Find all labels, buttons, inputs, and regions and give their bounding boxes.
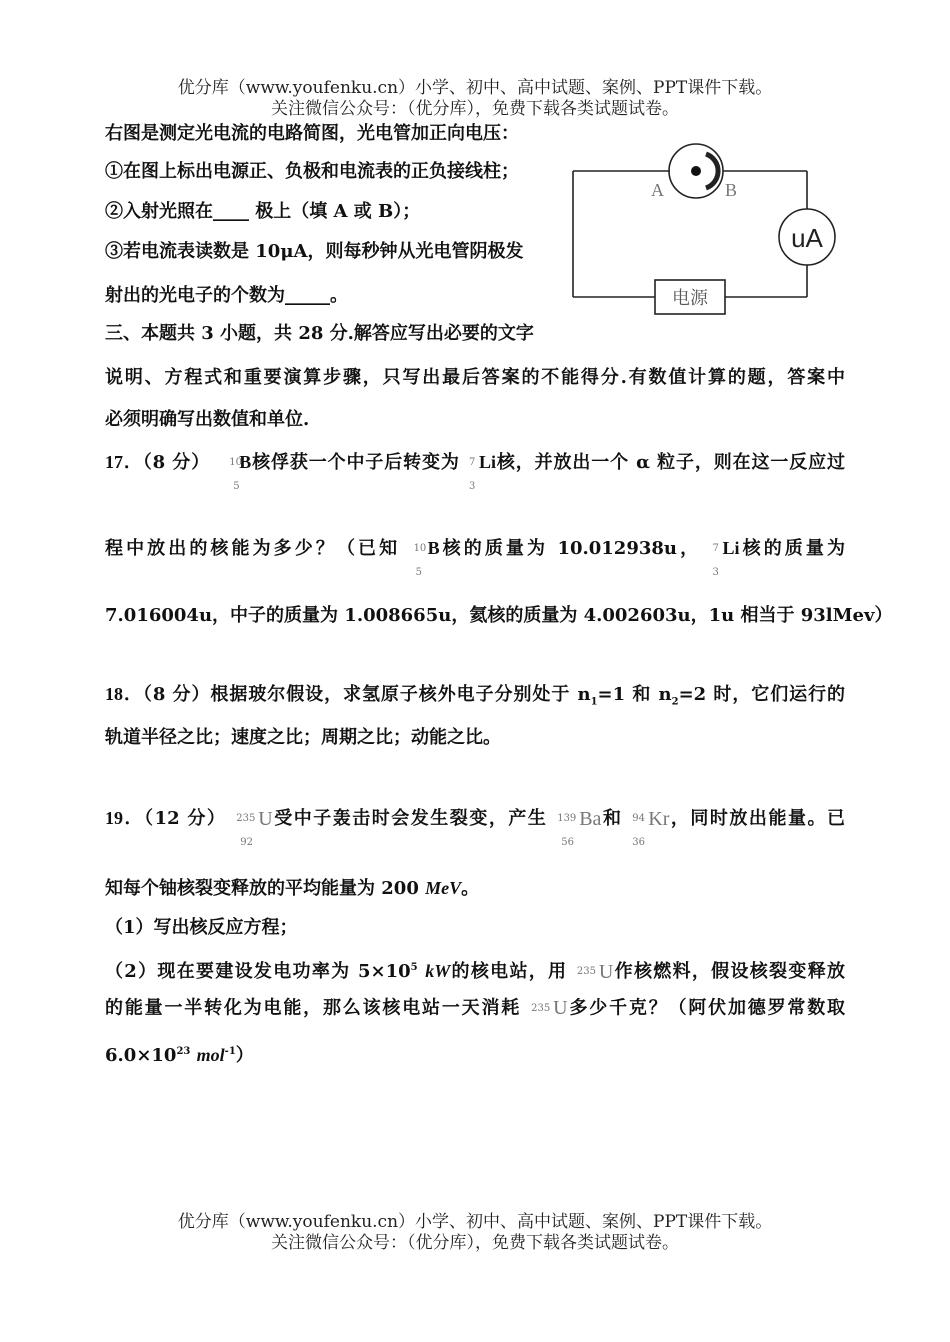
q17-text-1: 核俘获一个中子后转变为: [251, 452, 460, 473]
q17-line-1: 17．（8 分） 10 5 B核俘获一个中子后转变为 7 3 Li核，并放出一个 α 粒子，则在这一反应过: [105, 452, 846, 492]
q19-text-p2a: （2）现在要建设发电功率为 5×10: [105, 961, 411, 982]
q19-text-p2c: 作核燃料，假设核裂变释放: [613, 961, 845, 982]
q19-text-p4b: ）: [235, 1045, 254, 1066]
q18-line-2: 轨道半径之比；速度之比；周期之比；动能之比。: [105, 727, 501, 748]
q19-unit-exponent: -1: [224, 1046, 236, 1057]
ammeter-label: uA: [791, 223, 823, 253]
q19-unit-mev: MeV: [425, 878, 462, 898]
q18-sub-2: 2: [671, 696, 679, 708]
q18-text-1c: =2 时，它们运行的: [678, 684, 846, 705]
phototube-anode: [691, 166, 701, 176]
footer-line-2: 关注微信公众号：（优分库），免费下载各类试题试卷。: [271, 1233, 679, 1253]
header-line-2: 关注微信公众号：（优分库），免费下载各类试题试卷。: [271, 99, 679, 119]
q19-number: 19．: [105, 808, 145, 828]
q19-text-p2b: 的核电站，用: [450, 961, 568, 982]
q19-text-p3b: 多少千克？（阿伏加德罗常数取: [567, 997, 846, 1019]
q19-line-2: [105, 876, 479, 901]
q19-part-2-line-1: （2）现在要建设发电功率为 $5\times 10^5$ kW的核电站，用 235 U作核燃料，假设核裂变释放: [105, 960, 845, 983]
q19-unit-mol: mol: [196, 1045, 225, 1065]
section3-line-3: 必须明确写出数值和单位.: [105, 409, 310, 430]
q19-score: （12 分）: [144, 808, 227, 829]
isotope-u235-third-symbol: U: [553, 997, 568, 1019]
q17-text-2: 核，并放出一个 α 粒子，则在这一反应过: [495, 452, 846, 473]
isotope-u235-second-symbol: U: [598, 960, 614, 983]
q18-sub-1: 1: [590, 696, 598, 708]
section3-line-1: 三、本题共 3 小题，共 28 分.解答应写出必要的文字: [105, 323, 534, 344]
q17-line-2: 程中放出的核能为多少？（已知 10 5 B核的质量为 10.012938u， 7 3 Li核的质量为: [105, 538, 845, 578]
q19-part-2-line-3: [105, 1040, 254, 1068]
q18-text-1a: （8 分）根据玻尔假设，求氢原子核外电子分别处于 n: [142, 684, 591, 705]
photoelectric-circuit-diagram: [565, 140, 823, 320]
isotope-ba139-symbol: Ba: [579, 807, 602, 830]
q19-p4-exponent: 23: [176, 1046, 191, 1057]
q18-text-1b: =1 和 n: [597, 684, 672, 705]
q16-item-1: ①在图上标出电源正、负极和电流表的正负接线柱；: [105, 161, 519, 182]
power-source-label: 电源: [672, 288, 708, 309]
q16-item-2: ②入射光照在____ 极上（填 A 或 B）；: [105, 201, 421, 222]
isotope-u235-symbol: U: [258, 807, 273, 830]
q17-text-4: 核的质量为 10.012938u，: [439, 538, 702, 559]
q19-p2-exponent: 5: [410, 962, 418, 973]
q19-part-2-line-2: 的能量一半转化为电能，那么该核电站一天消耗 235 U多少千克？（阿伏加德罗常数取: [105, 997, 846, 1019]
section3-line-2: 说明、方程式和重要演算步骤，只写出最后答案的不能得分.有数值计算的题，答案中: [105, 367, 845, 388]
q19-text-p3a: 的能量一半转化为电能，那么该核电站一天消耗: [105, 997, 522, 1019]
q17-number: 17．: [105, 452, 143, 472]
q16-intro: 右图是测定光电流的电路简图，光电管加正向电压：: [105, 123, 519, 144]
q19-text-2: ，同时放出能量。已: [669, 808, 845, 829]
label-a: A: [651, 180, 664, 200]
isotope-li7-second-symbol: Li: [722, 538, 740, 558]
q19-text-1: 受中子轰击时会发生裂变，产生: [272, 808, 548, 829]
q19-part-1: （1）写出核反应方程；: [105, 917, 298, 938]
q16-item-3b: 射出的光电子的个数为_____。: [105, 285, 348, 306]
q19-text-p4a: 6.0×10: [105, 1045, 177, 1066]
header-line-1: 优分库（www.youfenku.cn）小学、初中、高中试题、案例、PPT课件下载。: [177, 78, 773, 98]
q19-unit-kw: kW: [425, 961, 451, 981]
q19-text-3a: 知每个铀核裂变释放的平均能量为 200: [105, 878, 426, 899]
isotope-b10-second-symbol: B: [427, 538, 440, 558]
q19-text-3b: 。: [461, 878, 480, 899]
label-b: B: [725, 180, 738, 200]
isotope-kr94-symbol: Kr: [648, 807, 670, 830]
q18-number: 18．: [105, 684, 143, 704]
isotope-b10-symbol: B: [239, 452, 252, 472]
q17-line-3: 7.016004u，中子的质量为 1.008665u，氦核的质量为 4.002603u，1u 相当于 93lMev）: [105, 605, 893, 626]
phototube-cathode: [706, 154, 718, 188]
isotope-li7-symbol: Li: [478, 452, 496, 472]
footer-line-1: 优分库（www.youfenku.cn）小学、初中、高中试题、案例、PPT课件下载。: [177, 1212, 773, 1232]
q19-line-1: 19．（12 分） 235 92 U受中子轰击时会发生裂变，产生 139 56 Ba和 94 36 Kr，同时放出能量。已: [105, 807, 845, 848]
q17-score: （8 分）: [142, 452, 211, 473]
q16-item-3a: ③若电流表读数是 10μA，则每秒钟从光电管阴极发: [105, 241, 524, 262]
q19-text-and: 和: [601, 808, 623, 829]
q17-text-5: 核的质量为: [739, 538, 845, 559]
q18-line-1: [105, 682, 845, 715]
q17-text-3: 程中放出的核能为多少？（已知: [105, 538, 401, 559]
